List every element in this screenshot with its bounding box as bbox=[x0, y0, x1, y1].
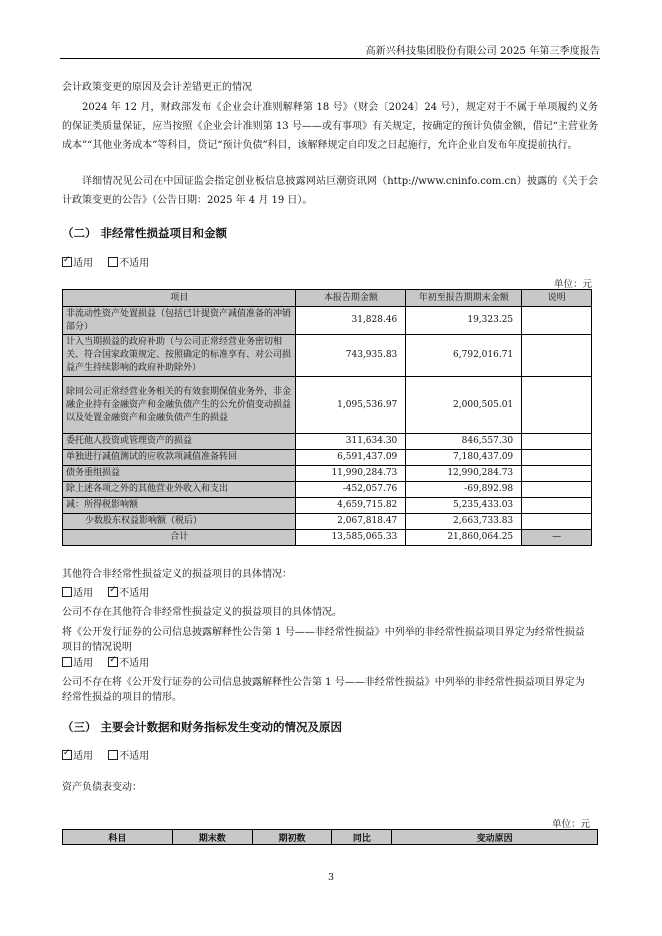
row-note bbox=[522, 498, 592, 514]
col-header-reason: 变动原因 bbox=[392, 830, 598, 845]
row-current: 1,095,536.97 bbox=[296, 377, 406, 434]
checkbox-icon bbox=[108, 750, 118, 760]
row-ytd: 19,323.25 bbox=[406, 307, 522, 335]
row-note bbox=[522, 466, 592, 482]
option-not-applicable[interactable]: 不适用 bbox=[108, 258, 149, 269]
row-current: 743,935.83 bbox=[296, 335, 406, 377]
section-2-options bbox=[62, 256, 161, 271]
option-applicable[interactable]: 适用 bbox=[62, 588, 93, 599]
policy-paragraph-2: 详细情况见公司在中国证监会指定创业板信息披露网站巨潮资讯网（http://www.cninfo.com.cn）披露的《关于会计政策变更的公告》（公告日期：2025 年 4 月 19 日）。 bbox=[62, 176, 598, 206]
other-items-text: 公司不存在其他符合非经常性损益定义的损益项目的具体情况。 bbox=[62, 607, 342, 618]
header-divider bbox=[60, 58, 600, 59]
row-item: 少数股东权益影响额（税后） bbox=[63, 514, 296, 530]
row-current: 13,585,065.33 bbox=[296, 530, 406, 546]
checkbox-icon bbox=[108, 587, 118, 597]
checkbox-icon bbox=[108, 657, 118, 667]
col-header-note: 说明 bbox=[522, 290, 592, 307]
option-not-applicable[interactable]: ✓ 不适用 bbox=[108, 658, 149, 669]
row-current: 6,591,437.09 bbox=[296, 450, 406, 466]
row-ytd: 5,235,433.03 bbox=[406, 498, 522, 514]
row-note bbox=[522, 450, 592, 466]
table-row bbox=[63, 498, 592, 514]
unit-label: 单位：元 bbox=[553, 279, 592, 290]
row-current: 11,990,284.73 bbox=[296, 466, 406, 482]
row-ytd: 6,792,016.71 bbox=[406, 335, 522, 377]
col-header-end: 期末数 bbox=[172, 830, 252, 845]
row-ytd: 21,860,064.25 bbox=[406, 530, 522, 546]
section-2-title: （二） 非经常性损益项目和金额 bbox=[62, 226, 228, 240]
non-recurring-table bbox=[62, 289, 592, 546]
page-number: 3 bbox=[327, 872, 335, 883]
checkbox-icon bbox=[62, 257, 72, 267]
row-note: — bbox=[522, 530, 592, 546]
option-not-applicable[interactable]: 不适用 bbox=[108, 751, 149, 762]
row-current: 2,067,818.47 bbox=[296, 514, 406, 530]
other-items-title: 其他符合非经常性损益定义的损益项目的具体情况： bbox=[62, 569, 292, 580]
col-header-item: 项目 bbox=[63, 290, 296, 307]
table-row bbox=[63, 450, 592, 466]
row-ytd: 2,663,733.83 bbox=[406, 514, 522, 530]
row-note bbox=[522, 335, 592, 377]
report-header-title: 高新兴科技集团股份有限公司 2025 年第三季度报告 bbox=[365, 46, 600, 57]
row-note bbox=[522, 434, 592, 450]
row-item: 合计 bbox=[63, 530, 296, 546]
table-row bbox=[63, 514, 592, 530]
row-ytd: 7,180,437.09 bbox=[406, 450, 522, 466]
checkbox-icon bbox=[108, 257, 118, 267]
col-header-subject: 科目 bbox=[63, 830, 173, 845]
option-applicable[interactable]: ✓适用 bbox=[62, 258, 93, 269]
row-ytd: -69,892.98 bbox=[406, 482, 522, 498]
policy-subtitle: 会计政策变更的原因及会计差错更正的情况 bbox=[62, 82, 252, 93]
row-note bbox=[522, 514, 592, 530]
table-row bbox=[63, 377, 592, 434]
row-note bbox=[522, 307, 592, 335]
table-row bbox=[63, 482, 592, 498]
reclassification-options bbox=[62, 656, 161, 671]
row-current: 4,659,715.82 bbox=[296, 498, 406, 514]
row-item: 单独进行减值测试的应收款项减值准备转回 bbox=[63, 450, 296, 466]
table-row bbox=[63, 307, 592, 335]
balance-sheet-table bbox=[62, 829, 598, 845]
policy-paragraph-1: 2024 年 12 月，财政部发布《企业会计准则解释第 18 号》（财会〔2024〕24 号），规定对于不属于单项履约义务的保证类质量保证，应当按照《企业会计准则第 13 号——或有事项》有关规定，按确定的预计负债金额，借记“主营业务成本”“其他业务成本”等科目，贷记“预计负债”科目，该解释规定自印发之日起施行，允许企业自发布年度提前执行。 bbox=[62, 102, 598, 151]
row-item: 除同公司正常经营业务相关的有效套期保值业务外，非金融企业持有金融资产和金融负债产生的公允价值变动损益以及处置金融资产和金融负债产生的损益 bbox=[63, 377, 296, 434]
row-item: 除上述各项之外的其他营业外收入和支出 bbox=[63, 482, 296, 498]
option-applicable[interactable]: ✓适用 bbox=[62, 751, 93, 762]
row-item: 债务重组损益 bbox=[63, 466, 296, 482]
row-ytd: 846,557.30 bbox=[406, 434, 522, 450]
option-not-applicable[interactable]: ✓ 不适用 bbox=[108, 588, 149, 599]
reclassification-title: 将《公开发行证券的公司信息披露解释性公告第 1 号——非经常性损益》中列举的非经常性损益项目界定为经常性损益项目的情况说明 bbox=[62, 627, 585, 653]
col-header-current: 本报告期金额 bbox=[296, 290, 406, 307]
row-current: -452,057.76 bbox=[296, 482, 406, 498]
row-note bbox=[522, 377, 592, 434]
row-ytd: 2,000,505.01 bbox=[406, 377, 522, 434]
row-item: 减：所得税影响额 bbox=[63, 498, 296, 514]
table-row bbox=[63, 335, 592, 377]
col-header-ytd: 年初至报告期期末金额 bbox=[406, 290, 522, 307]
section-3-title: （三） 主要会计数据和财务指标发生变动的情况及原因 bbox=[62, 720, 343, 734]
row-current: 31,828.46 bbox=[296, 307, 406, 335]
option-applicable[interactable]: 适用 bbox=[62, 658, 93, 669]
table-header-row bbox=[63, 290, 592, 307]
row-current: 311,634.30 bbox=[296, 434, 406, 450]
table-row-total bbox=[63, 530, 592, 546]
checkbox-icon bbox=[62, 587, 72, 597]
balance-sheet-subtitle: 资产负债表变动： bbox=[62, 782, 142, 793]
col-header-begin: 期初数 bbox=[252, 830, 332, 845]
col-header-yoy: 同比 bbox=[332, 830, 392, 845]
row-note bbox=[522, 482, 592, 498]
row-item: 非流动性资产处置损益（包括已计提资产减值准备的冲销部分） bbox=[63, 307, 296, 335]
row-ytd: 12,990,284.73 bbox=[406, 466, 522, 482]
table-header-row bbox=[63, 830, 598, 845]
row-item: 委托他人投资或管理资产的损益 bbox=[63, 434, 296, 450]
section-3-options bbox=[62, 749, 161, 764]
reclassification-text: 公司不存在将《公开发行证券的公司信息披露解释性公告第 1 号——非经常性损益》中列举的非经常性损益项目界定为经常性损益的项目的情形。 bbox=[62, 677, 585, 703]
checkbox-icon bbox=[62, 657, 72, 667]
table-row bbox=[63, 466, 592, 482]
other-items-options bbox=[62, 586, 161, 601]
unit-label-2: 单位：元 bbox=[551, 819, 590, 830]
checkbox-icon bbox=[62, 750, 72, 760]
table-row bbox=[63, 434, 592, 450]
row-item: 计入当期损益的政府补助（与公司正常经营业务密切相关、符合国家政策规定、按照确定的标准享有、对公司损益产生持续影响的政府补助除外） bbox=[63, 335, 296, 377]
